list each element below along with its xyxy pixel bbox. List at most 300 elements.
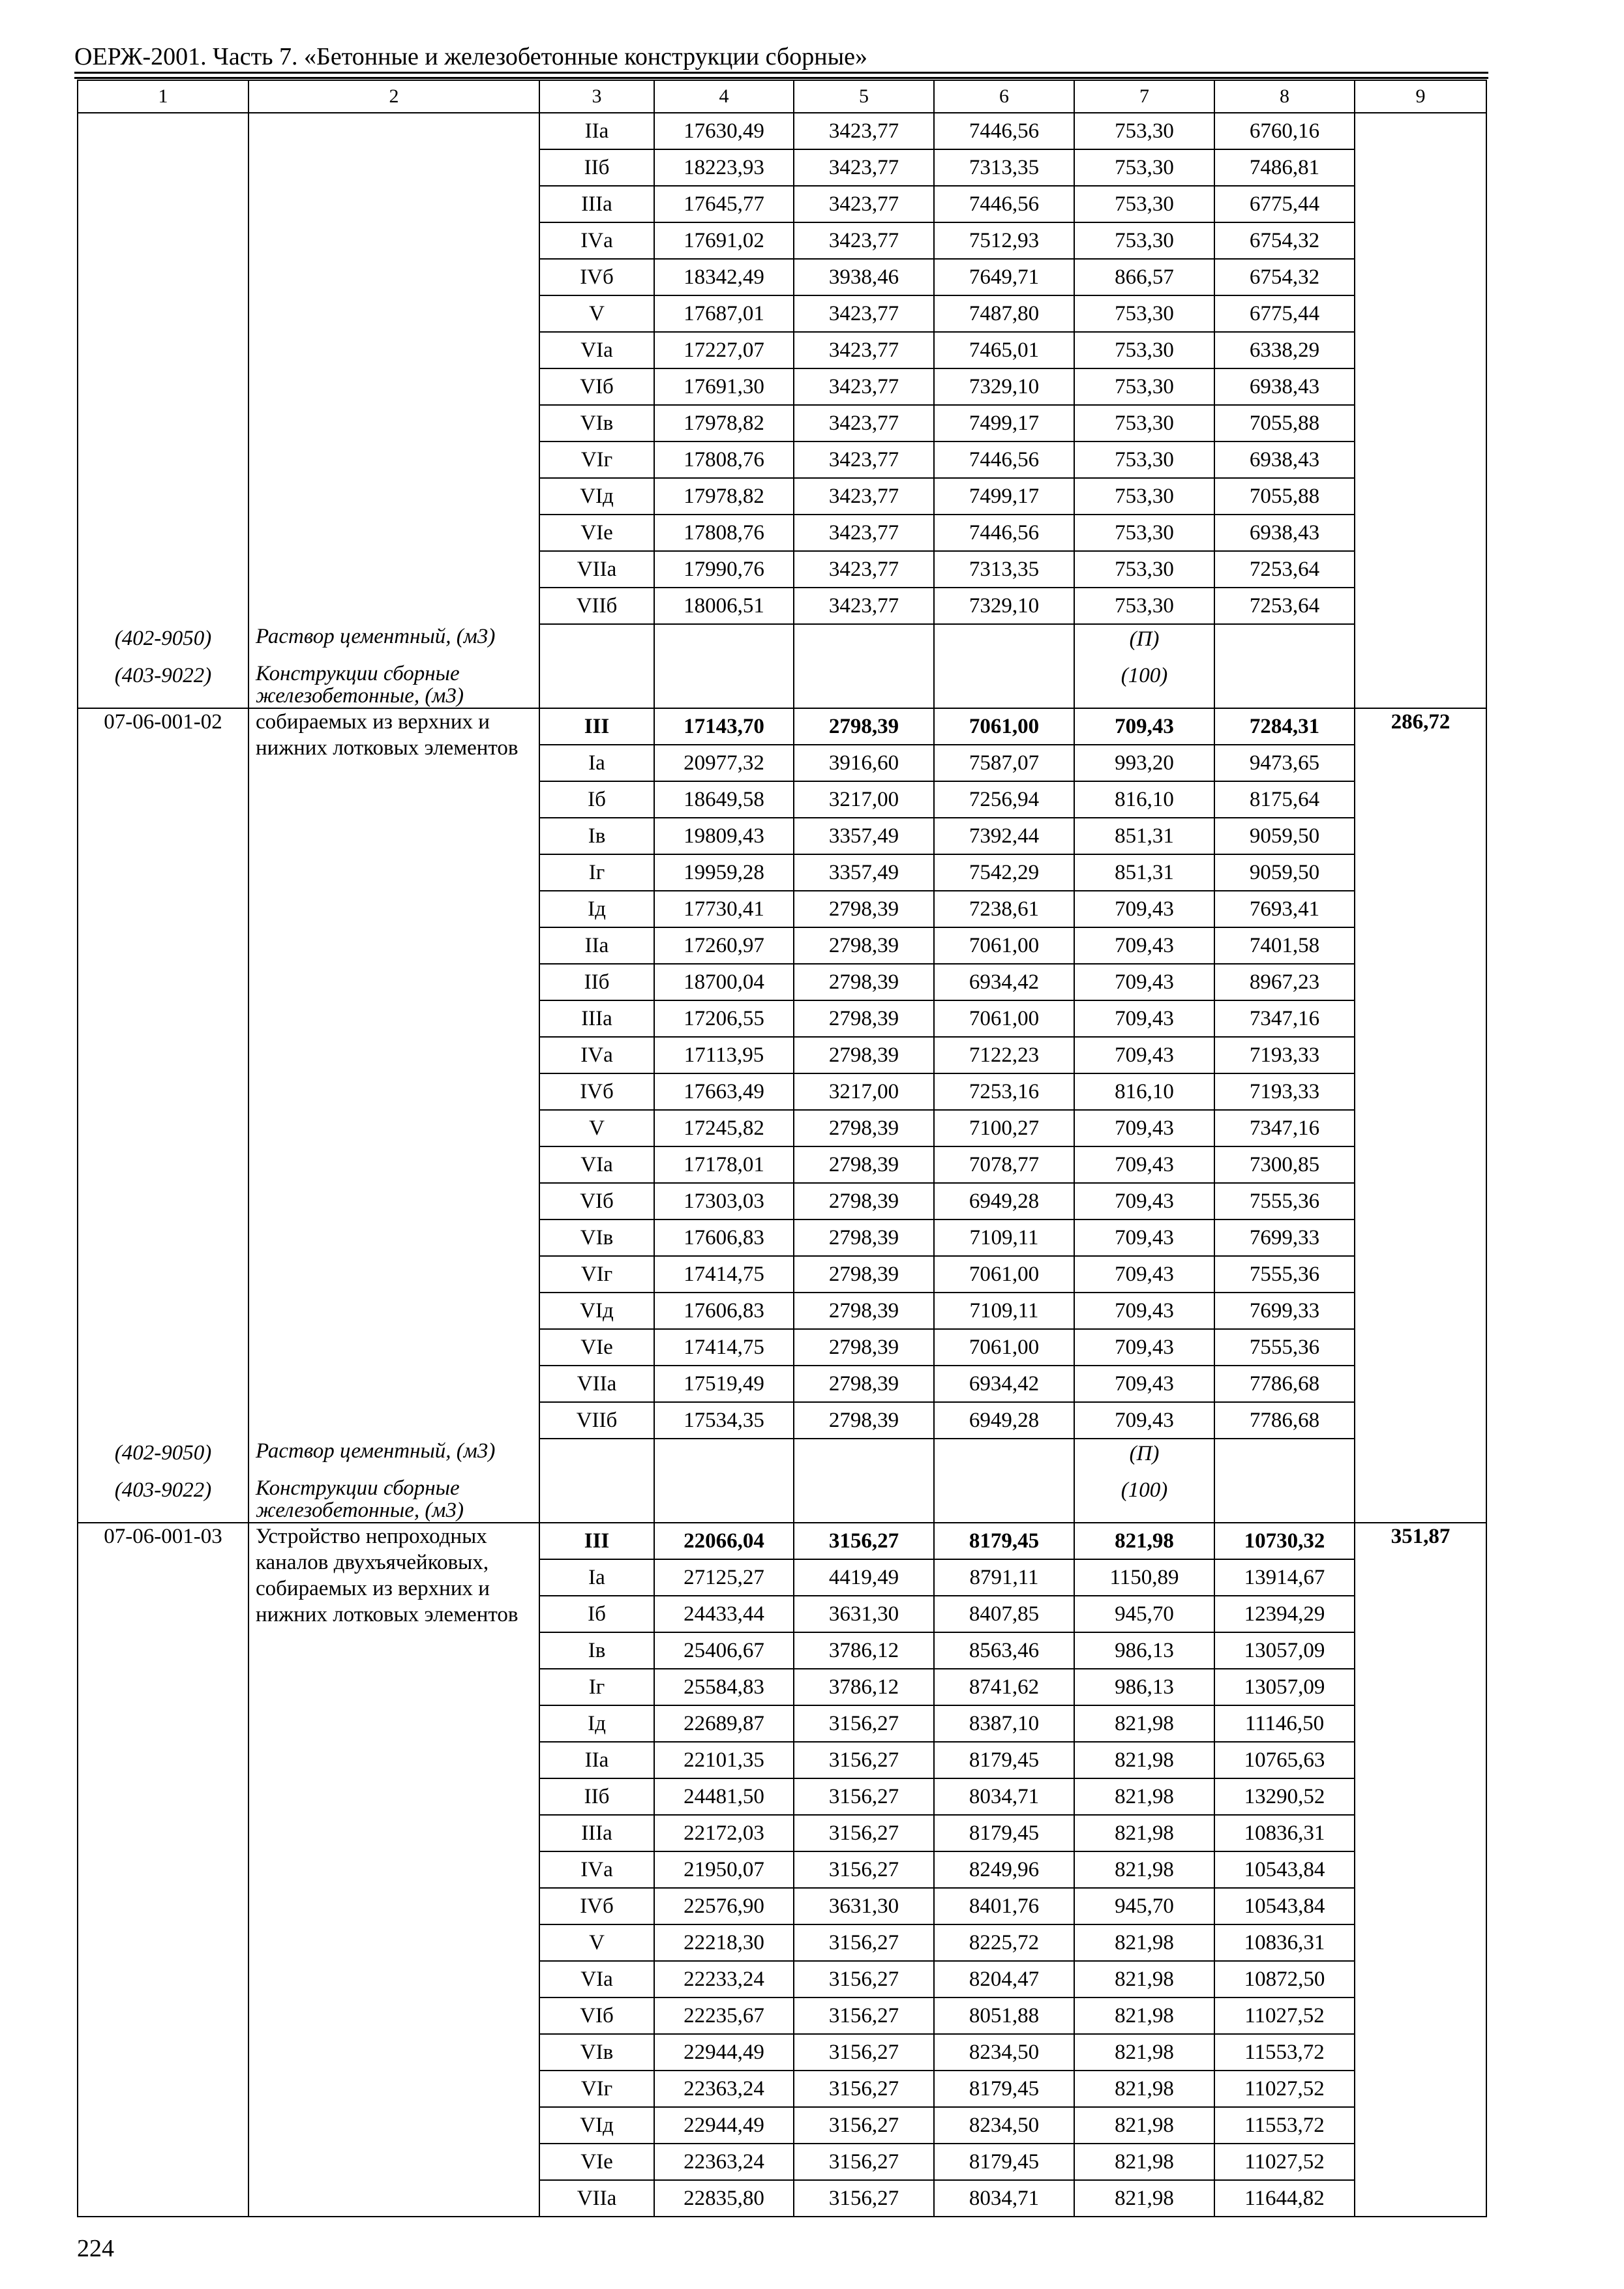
- value-cell: 821,98: [1074, 1778, 1214, 1815]
- value-cell: 7061,00: [934, 1000, 1074, 1037]
- resource-empty-cell: [654, 1476, 794, 1523]
- zone-label: IVа: [539, 222, 654, 259]
- value-cell: 17663,49: [654, 1073, 794, 1110]
- resource-empty-cell: [934, 1439, 1074, 1476]
- value-cell: 7055,88: [1214, 405, 1355, 441]
- zone-label: VIе: [539, 515, 654, 551]
- value-cell: 3423,77: [794, 295, 934, 332]
- zone-label: IVб: [539, 259, 654, 295]
- value-cell: 17630,49: [654, 113, 794, 149]
- value-cell: 12394,29: [1214, 1596, 1355, 1632]
- zone-label: V: [539, 1924, 654, 1961]
- value-cell: 17691,30: [654, 368, 794, 405]
- value-cell: 3156,27: [794, 1851, 934, 1888]
- value-cell: 18649,58: [654, 781, 794, 818]
- value-cell: 753,30: [1074, 222, 1214, 259]
- zone-label: VIб: [539, 1183, 654, 1219]
- value-cell: 10543,84: [1214, 1888, 1355, 1924]
- value-cell: 753,30: [1074, 588, 1214, 624]
- row-description: собираемых из верхних и нижних лотковых элементов: [248, 708, 539, 1439]
- value-cell: 7078,77: [934, 1146, 1074, 1183]
- value-cell: 7446,56: [934, 186, 1074, 222]
- value-cell: 3156,27: [794, 2107, 934, 2144]
- value-cell: 3156,27: [794, 2034, 934, 2071]
- value-cell: 18223,93: [654, 149, 794, 186]
- value-cell: 18006,51: [654, 588, 794, 624]
- row-code: [78, 113, 248, 624]
- table-row: [78, 708, 1486, 745]
- column-number: 6: [934, 80, 1074, 113]
- value-cell: 1150,89: [1074, 1559, 1214, 1596]
- value-cell: 7061,00: [934, 927, 1074, 964]
- zone-label: IIб: [539, 1778, 654, 1815]
- value-cell: 17691,02: [654, 222, 794, 259]
- value-cell: 10836,31: [1214, 1924, 1355, 1961]
- value-cell: 13290,52: [1214, 1778, 1355, 1815]
- value-cell: 8407,85: [934, 1596, 1074, 1632]
- zone-label: IIIа: [539, 186, 654, 222]
- value-cell: 10730,32: [1214, 1523, 1355, 1559]
- value-cell: 709,43: [1074, 1000, 1214, 1037]
- value-cell: 7555,36: [1214, 1183, 1355, 1219]
- zone-label: VIб: [539, 1997, 654, 2034]
- value-cell: 25584,83: [654, 1669, 794, 1705]
- value-cell: 7465,01: [934, 332, 1074, 368]
- value-cell: 8249,96: [934, 1851, 1074, 1888]
- value-cell: 10765,63: [1214, 1742, 1355, 1778]
- resource-empty-cell: [539, 1439, 654, 1476]
- value-cell: 7786,68: [1214, 1366, 1355, 1402]
- value-cell: 821,98: [1074, 2107, 1214, 2144]
- value-cell: 7193,33: [1214, 1037, 1355, 1073]
- value-cell: 709,43: [1074, 1366, 1214, 1402]
- value-cell: 709,43: [1074, 1256, 1214, 1293]
- value-cell: 8175,64: [1214, 781, 1355, 818]
- value-cell: 821,98: [1074, 1924, 1214, 1961]
- resource-value: (100): [1074, 1476, 1214, 1523]
- value-cell: 7693,41: [1214, 891, 1355, 927]
- value-cell: 709,43: [1074, 1402, 1214, 1439]
- value-cell: 6775,44: [1214, 186, 1355, 222]
- value-cell: 3156,27: [794, 1778, 934, 1815]
- value-cell: 945,70: [1074, 1596, 1214, 1632]
- resource-name: Раствор цементный, (м3): [248, 1439, 539, 1476]
- value-cell: 8051,88: [934, 1997, 1074, 2034]
- value-cell: 2798,39: [794, 927, 934, 964]
- value-cell: 821,98: [1074, 2180, 1214, 2217]
- zone-label: V: [539, 295, 654, 332]
- value-cell: 6949,28: [934, 1183, 1074, 1219]
- value-cell: 17206,55: [654, 1000, 794, 1037]
- value-cell: 821,98: [1074, 2144, 1214, 2180]
- zone-label: IVб: [539, 1888, 654, 1924]
- value-cell: 21950,07: [654, 1851, 794, 1888]
- zone-label: VIб: [539, 368, 654, 405]
- value-cell: 17143,70: [654, 708, 794, 745]
- zone-label: VIг: [539, 441, 654, 478]
- resource-value: (100): [1074, 661, 1214, 708]
- zone-label: III: [539, 708, 654, 745]
- value-cell: 19809,43: [654, 818, 794, 854]
- value-cell: 821,98: [1074, 1851, 1214, 1888]
- value-cell: 7446,56: [934, 113, 1074, 149]
- value-cell: 3423,77: [794, 588, 934, 624]
- row-total: 351,87: [1355, 1523, 1486, 2217]
- value-cell: 2798,39: [794, 1183, 934, 1219]
- value-cell: 9059,50: [1214, 818, 1355, 854]
- value-cell: 3938,46: [794, 259, 934, 295]
- zone-label: IIб: [539, 149, 654, 186]
- value-cell: 7587,07: [934, 745, 1074, 781]
- value-cell: 2798,39: [794, 1037, 934, 1073]
- resource-empty-cell: [794, 1439, 934, 1476]
- zone-label: VIа: [539, 1961, 654, 1997]
- value-cell: 8179,45: [934, 1742, 1074, 1778]
- value-cell: 10872,50: [1214, 1961, 1355, 1997]
- zone-label: VIв: [539, 405, 654, 441]
- value-cell: 7313,35: [934, 551, 1074, 588]
- value-cell: 7699,33: [1214, 1219, 1355, 1256]
- value-cell: 6938,43: [1214, 515, 1355, 551]
- value-cell: 709,43: [1074, 1329, 1214, 1366]
- value-cell: 6754,32: [1214, 222, 1355, 259]
- zone-label: VIIа: [539, 1366, 654, 1402]
- column-number: 7: [1074, 80, 1214, 113]
- value-cell: 7061,00: [934, 708, 1074, 745]
- value-cell: 3156,27: [794, 1815, 934, 1851]
- value-cell: 7313,35: [934, 149, 1074, 186]
- value-cell: 7542,29: [934, 854, 1074, 891]
- value-cell: 816,10: [1074, 1073, 1214, 1110]
- value-cell: 709,43: [1074, 1146, 1214, 1183]
- value-cell: 17978,82: [654, 405, 794, 441]
- value-cell: 22363,24: [654, 2071, 794, 2107]
- value-cell: 2798,39: [794, 708, 934, 745]
- value-cell: 11644,82: [1214, 2180, 1355, 2217]
- value-cell: 3156,27: [794, 2071, 934, 2107]
- value-cell: 7499,17: [934, 405, 1074, 441]
- value-cell: 8034,71: [934, 1778, 1074, 1815]
- resource-row: [78, 661, 1486, 708]
- row-description: Устройство непроходных каналов двухъячейковых, собираемых из верхних и нижних лотковых элементов: [248, 1523, 539, 2217]
- value-cell: 3631,30: [794, 1888, 934, 1924]
- value-cell: 7253,64: [1214, 588, 1355, 624]
- value-cell: 25406,67: [654, 1632, 794, 1669]
- resource-code: (403-9022): [78, 661, 248, 708]
- value-cell: 3786,12: [794, 1632, 934, 1669]
- value-cell: 821,98: [1074, 1705, 1214, 1742]
- value-cell: 2798,39: [794, 964, 934, 1000]
- value-cell: 8034,71: [934, 2180, 1074, 2217]
- value-cell: 8179,45: [934, 2071, 1074, 2107]
- value-cell: 3156,27: [794, 1742, 934, 1778]
- row-code: 07-06-001-02: [78, 708, 248, 1439]
- zone-label: VIг: [539, 2071, 654, 2107]
- resource-empty-cell: [934, 624, 1074, 661]
- value-cell: 17730,41: [654, 891, 794, 927]
- value-cell: 8401,76: [934, 1888, 1074, 1924]
- value-cell: 22172,03: [654, 1815, 794, 1851]
- header-rule: [74, 77, 1488, 79]
- zone-label: Iг: [539, 1669, 654, 1705]
- column-number: 1: [78, 80, 248, 113]
- page-header-title: ОЕРЖ-2001. Часть 7. «Бетонные и железобетонные конструкции сборные»: [74, 43, 867, 70]
- value-cell: 3156,27: [794, 1924, 934, 1961]
- value-cell: 753,30: [1074, 295, 1214, 332]
- value-cell: 10836,31: [1214, 1815, 1355, 1851]
- zone-label: IIа: [539, 927, 654, 964]
- resource-empty-cell: [654, 1439, 794, 1476]
- value-cell: 3156,27: [794, 1705, 934, 1742]
- value-cell: 821,98: [1074, 1997, 1214, 2034]
- value-cell: 22576,90: [654, 1888, 794, 1924]
- value-cell: 7329,10: [934, 368, 1074, 405]
- row-total: 286,72: [1355, 708, 1486, 1523]
- resource-empty-cell: [934, 1476, 1074, 1523]
- zone-label: IIа: [539, 1742, 654, 1778]
- value-cell: 22835,80: [654, 2180, 794, 2217]
- resource-value: (П): [1074, 624, 1214, 661]
- row-description: [248, 113, 539, 624]
- value-cell: 2798,39: [794, 1219, 934, 1256]
- value-cell: 993,20: [1074, 745, 1214, 781]
- value-cell: 753,30: [1074, 368, 1214, 405]
- value-cell: 709,43: [1074, 891, 1214, 927]
- value-cell: 8563,46: [934, 1632, 1074, 1669]
- value-cell: 24481,50: [654, 1778, 794, 1815]
- price-table: [77, 80, 1487, 2217]
- value-cell: 709,43: [1074, 1037, 1214, 1073]
- value-cell: 7122,23: [934, 1037, 1074, 1073]
- value-cell: 816,10: [1074, 781, 1214, 818]
- zone-label: Iд: [539, 891, 654, 927]
- value-cell: 7300,85: [1214, 1146, 1355, 1183]
- value-cell: 3423,77: [794, 149, 934, 186]
- value-cell: 22363,24: [654, 2144, 794, 2180]
- value-cell: 22944,49: [654, 2107, 794, 2144]
- zone-label: VIд: [539, 478, 654, 515]
- value-cell: 709,43: [1074, 964, 1214, 1000]
- value-cell: 3786,12: [794, 1669, 934, 1705]
- value-cell: 2798,39: [794, 1256, 934, 1293]
- value-cell: 22218,30: [654, 1924, 794, 1961]
- value-cell: 753,30: [1074, 149, 1214, 186]
- value-cell: 7786,68: [1214, 1402, 1355, 1439]
- value-cell: 866,57: [1074, 259, 1214, 295]
- value-cell: 8741,62: [934, 1669, 1074, 1705]
- value-cell: 7109,11: [934, 1293, 1074, 1329]
- value-cell: 851,31: [1074, 854, 1214, 891]
- value-cell: 17606,83: [654, 1219, 794, 1256]
- value-cell: 13057,09: [1214, 1632, 1355, 1669]
- value-cell: 7061,00: [934, 1256, 1074, 1293]
- value-cell: 22235,67: [654, 1997, 794, 2034]
- value-cell: 17414,75: [654, 1329, 794, 1366]
- value-cell: 22066,04: [654, 1523, 794, 1559]
- value-cell: 8234,50: [934, 2034, 1074, 2071]
- column-number-row: [78, 80, 1486, 113]
- zone-label: VIIб: [539, 588, 654, 624]
- table-row: [78, 113, 1486, 149]
- value-cell: 3423,77: [794, 441, 934, 478]
- value-cell: 7555,36: [1214, 1329, 1355, 1366]
- value-cell: 6938,43: [1214, 441, 1355, 478]
- value-cell: 3423,77: [794, 113, 934, 149]
- value-cell: 709,43: [1074, 1183, 1214, 1219]
- value-cell: 2798,39: [794, 1146, 934, 1183]
- value-cell: 945,70: [1074, 1888, 1214, 1924]
- value-cell: 11146,50: [1214, 1705, 1355, 1742]
- value-cell: 2798,39: [794, 1110, 934, 1146]
- value-cell: 7238,61: [934, 891, 1074, 927]
- zone-label: VIг: [539, 1256, 654, 1293]
- value-cell: 17687,01: [654, 295, 794, 332]
- value-cell: 7193,33: [1214, 1073, 1355, 1110]
- value-cell: 3156,27: [794, 1961, 934, 1997]
- value-cell: 7256,94: [934, 781, 1074, 818]
- value-cell: 3156,27: [794, 2180, 934, 2217]
- value-cell: 7486,81: [1214, 149, 1355, 186]
- resource-empty-cell: [794, 661, 934, 708]
- value-cell: 8179,45: [934, 1815, 1074, 1851]
- zone-label: VIе: [539, 2144, 654, 2180]
- value-cell: 17260,97: [654, 927, 794, 964]
- value-cell: 8791,11: [934, 1559, 1074, 1596]
- zone-label: Iа: [539, 1559, 654, 1596]
- value-cell: 17606,83: [654, 1293, 794, 1329]
- value-cell: 17113,95: [654, 1037, 794, 1073]
- value-cell: 17534,35: [654, 1402, 794, 1439]
- value-cell: 7100,27: [934, 1110, 1074, 1146]
- zone-label: Iв: [539, 1632, 654, 1669]
- value-cell: 13914,67: [1214, 1559, 1355, 1596]
- value-cell: 753,30: [1074, 186, 1214, 222]
- zone-label: V: [539, 1110, 654, 1146]
- value-cell: 986,13: [1074, 1669, 1214, 1705]
- value-cell: 9473,65: [1214, 745, 1355, 781]
- value-cell: 7401,58: [1214, 927, 1355, 964]
- value-cell: 6934,42: [934, 1366, 1074, 1402]
- zone-label: Iа: [539, 745, 654, 781]
- value-cell: 2798,39: [794, 891, 934, 927]
- zone-label: IIIа: [539, 1000, 654, 1037]
- value-cell: 2798,39: [794, 1293, 934, 1329]
- value-cell: 27125,27: [654, 1559, 794, 1596]
- value-cell: 6760,16: [1214, 113, 1355, 149]
- resource-empty-cell: [654, 624, 794, 661]
- value-cell: 6775,44: [1214, 295, 1355, 332]
- value-cell: 753,30: [1074, 113, 1214, 149]
- value-cell: 7487,80: [934, 295, 1074, 332]
- value-cell: 17303,03: [654, 1183, 794, 1219]
- resource-empty-cell: [539, 1476, 654, 1523]
- value-cell: 3916,60: [794, 745, 934, 781]
- value-cell: 8387,10: [934, 1705, 1074, 1742]
- value-cell: 2798,39: [794, 1366, 934, 1402]
- resource-row: [78, 1476, 1486, 1523]
- value-cell: 821,98: [1074, 1523, 1214, 1559]
- value-cell: 3423,77: [794, 515, 934, 551]
- value-cell: 3156,27: [794, 1523, 934, 1559]
- zone-label: VIIб: [539, 1402, 654, 1439]
- resource-name: Конструкции сборные железобетонные, (м3): [248, 661, 539, 708]
- value-cell: 753,30: [1074, 441, 1214, 478]
- value-cell: 753,30: [1074, 551, 1214, 588]
- value-cell: 7499,17: [934, 478, 1074, 515]
- value-cell: 3357,49: [794, 854, 934, 891]
- value-cell: 4419,49: [794, 1559, 934, 1596]
- zone-label: IVа: [539, 1037, 654, 1073]
- value-cell: 7649,71: [934, 259, 1074, 295]
- value-cell: 11553,72: [1214, 2107, 1355, 2144]
- value-cell: 7446,56: [934, 441, 1074, 478]
- value-cell: 2798,39: [794, 1402, 934, 1439]
- value-cell: 3423,77: [794, 332, 934, 368]
- value-cell: 753,30: [1074, 515, 1214, 551]
- value-cell: 7253,16: [934, 1073, 1074, 1110]
- value-cell: 9059,50: [1214, 854, 1355, 891]
- value-cell: 3423,77: [794, 478, 934, 515]
- value-cell: 3423,77: [794, 222, 934, 259]
- zone-label: Iб: [539, 781, 654, 818]
- value-cell: 22233,24: [654, 1961, 794, 1997]
- value-cell: 753,30: [1074, 478, 1214, 515]
- resource-value: (П): [1074, 1439, 1214, 1476]
- value-cell: 3423,77: [794, 186, 934, 222]
- value-cell: 17227,07: [654, 332, 794, 368]
- value-cell: 821,98: [1074, 1742, 1214, 1778]
- zone-label: IVа: [539, 1851, 654, 1888]
- zone-label: IVб: [539, 1073, 654, 1110]
- value-cell: 851,31: [1074, 818, 1214, 854]
- value-cell: 8967,23: [1214, 964, 1355, 1000]
- resource-empty-cell: [794, 624, 934, 661]
- value-cell: 3631,30: [794, 1596, 934, 1632]
- value-cell: 17645,77: [654, 186, 794, 222]
- zone-label: IIа: [539, 113, 654, 149]
- resource-name: Конструкции сборные железобетонные, (м3): [248, 1476, 539, 1523]
- value-cell: 22689,87: [654, 1705, 794, 1742]
- value-cell: 17808,76: [654, 515, 794, 551]
- zone-label: IIб: [539, 964, 654, 1000]
- row-total: [1355, 113, 1486, 708]
- zone-label: VIIа: [539, 551, 654, 588]
- zone-label: III: [539, 1523, 654, 1559]
- value-cell: 709,43: [1074, 1293, 1214, 1329]
- resource-row: [78, 624, 1486, 661]
- value-cell: 2798,39: [794, 1329, 934, 1366]
- zone-label: VIд: [539, 1293, 654, 1329]
- resource-empty-cell: [794, 1476, 934, 1523]
- value-cell: 7392,44: [934, 818, 1074, 854]
- page-number: 224: [77, 2235, 114, 2262]
- value-cell: 7284,31: [1214, 708, 1355, 745]
- value-cell: 17990,76: [654, 551, 794, 588]
- resource-empty-cell: [539, 624, 654, 661]
- value-cell: 10543,84: [1214, 1851, 1355, 1888]
- value-cell: 821,98: [1074, 1961, 1214, 1997]
- value-cell: 7446,56: [934, 515, 1074, 551]
- value-cell: 18700,04: [654, 964, 794, 1000]
- header-rule: [74, 72, 1488, 74]
- value-cell: 3423,77: [794, 551, 934, 588]
- value-cell: 19959,28: [654, 854, 794, 891]
- zone-label: VIе: [539, 1329, 654, 1366]
- value-cell: 7347,16: [1214, 1000, 1355, 1037]
- value-cell: 7699,33: [1214, 1293, 1355, 1329]
- value-cell: 709,43: [1074, 708, 1214, 745]
- resource-empty-cell: [539, 661, 654, 708]
